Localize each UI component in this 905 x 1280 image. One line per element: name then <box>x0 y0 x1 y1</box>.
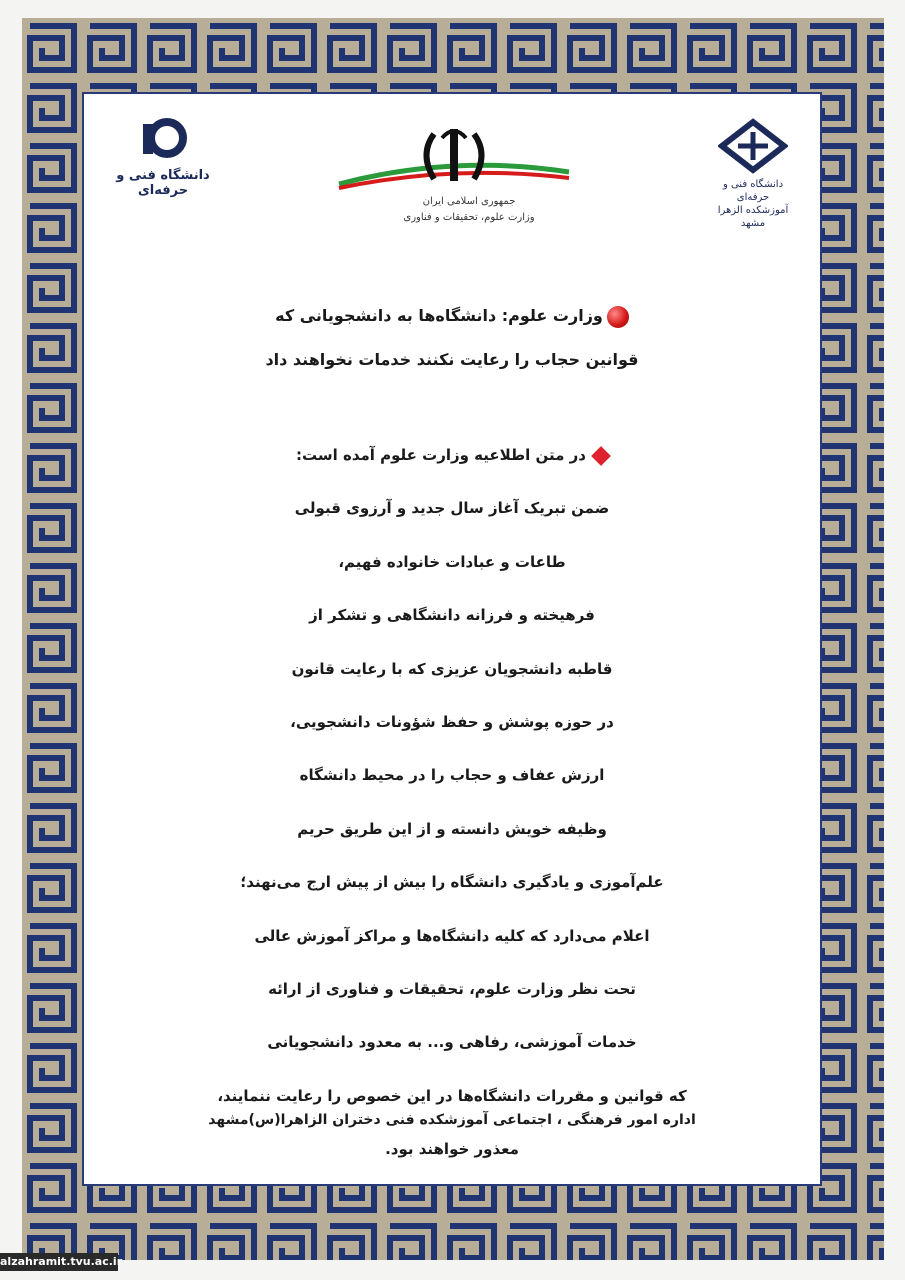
red-diamond-icon <box>591 446 611 466</box>
headline <box>124 294 780 382</box>
alzahra-emblem-icon <box>718 118 788 174</box>
notice-content-area <box>84 94 820 1184</box>
body-line: فرهیخته و فرزانه دانشگاهی و تشکر از <box>309 606 595 625</box>
body-line: در حوزه پوشش و حفظ شؤونات دانشجویی، <box>290 713 614 732</box>
body-line: ارزش عفاف و حجاب را در محیط دانشگاه <box>299 766 605 785</box>
ministry-caption-1: جمهوری اسلامی ایران <box>422 196 516 207</box>
body-line: قاطبه دانشجویان عزیزی که با رعایت قانون <box>291 659 613 678</box>
tvu-emblem-icon <box>133 118 193 166</box>
body-line: خدمات آموزشی، رفاهی و... به معدود دانشجویانی <box>267 1033 637 1052</box>
alzahra-logo <box>708 118 798 229</box>
body-line: اعلام می‌دارد که کلیه دانشگاه‌ها و مراکز آموزش عالی <box>254 926 650 945</box>
red-circle-icon <box>607 306 629 328</box>
headline-line-2: قوانین حجاب را رعایت نکنند خدمات نخواهند داد <box>265 350 639 369</box>
iran-emblem-icon <box>334 124 574 204</box>
alzahra-caption-2: آموزشکده الزهرا مشهد <box>717 205 789 229</box>
body-line: تحت نظر وزارت علوم، تحقیقات و فناوری از ارائه <box>268 980 636 999</box>
body-line: که قوانین و مقررات دانشگاه‌ها در این خصوص را رعایت ننمایند، <box>217 1086 687 1105</box>
tvu-logo-caption: دانشگاه فنی و حرفه‌ای <box>116 168 210 198</box>
ministry-logo <box>334 124 574 234</box>
alzahra-caption-1: دانشگاه فنی و حرفه‌ای <box>722 179 784 203</box>
body-intro: در متن اطلاعیه وزارت علوم آمده است: <box>114 429 790 482</box>
tvu-logo <box>98 118 228 208</box>
body-line: علم‌آموزی و یادگیری دانشگاه را بیش از پیش ارج می‌نهند؛ <box>240 873 664 892</box>
body-line: وظیفه خویش دانسته و از این طریق حریم <box>297 819 607 838</box>
ministry-caption-2: وزارت علوم، تحقیقات و فناوری <box>403 212 535 223</box>
headline-line-1: وزارت علوم: دانشگاه‌ها به دانشجویانی که <box>124 294 780 338</box>
notice-body <box>114 429 790 1177</box>
body-line: معذور خواهند بود. <box>385 1140 519 1159</box>
signature-line: اداره امور فرهنگی ، اجتماعی آموزشکده فنی دختران الزاهرا(س)مشهد <box>208 1112 696 1128</box>
body-line: ضمن تبریک آغاز سال جدید و آرزوی قبولی <box>294 499 610 518</box>
body-line: طاعات و عبادات خانواده فهیم، <box>338 552 566 571</box>
site-watermark: alzahramit.tvu.ac.ir <box>0 1253 118 1271</box>
